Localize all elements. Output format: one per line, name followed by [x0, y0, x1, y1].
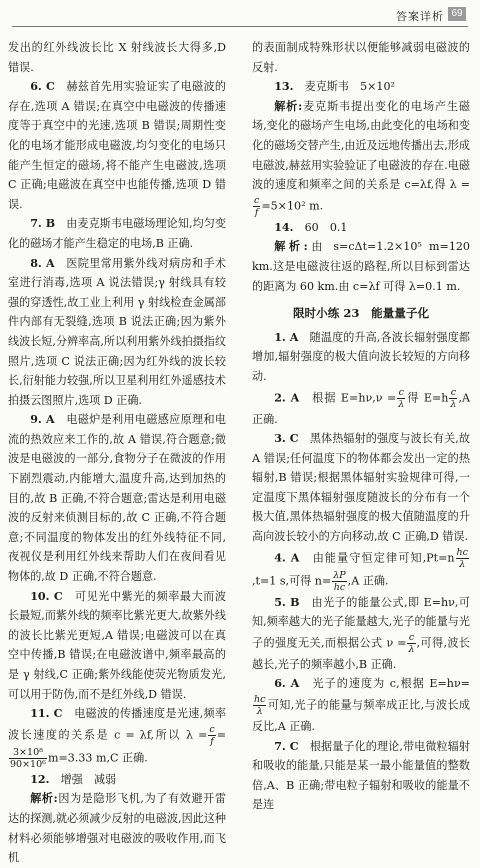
analysis-text: 由 s=cΔt=1.2×10⁵ m=120 km.这是电磁波往返的路程,所以目标到雷达的距离为 60 km.由 c=λf 可得 λ=0.1 m.	[252, 240, 470, 293]
fraction: $\frac{\lambda P}{hc}$	[333, 569, 346, 593]
answer-4	[252, 547, 470, 593]
analysis-label: 解析:	[274, 99, 303, 113]
answer-text: ,t=1 s,可得 n=	[252, 574, 332, 588]
fraction: $\frac{c}{\lambda}$	[450, 386, 457, 410]
answer-14	[252, 218, 470, 238]
answer-11	[8, 704, 226, 770]
analysis-13	[252, 97, 470, 218]
answer-key: 增强 减弱	[60, 772, 117, 786]
analysis-text: 麦克斯韦提出变化的电场产生磁场,变化的磁场产生电场,由此变化的电场和变化的磁场交替产生,由近及远地传播出去,形成电磁波,赫兹用实验验证了电磁波的存在.电磁波的速度和频率之间的关系是 c=λf,得 λ =	[252, 99, 470, 192]
answer-1	[252, 328, 470, 387]
answer-number: 8. A	[30, 256, 55, 270]
answer-number: 9. A	[30, 413, 55, 427]
equals-sign: =	[216, 728, 226, 742]
answer-text: 由麦克斯韦电磁场理论知,均匀变化的磁场才能产生稳定的电场,B 正确.	[8, 217, 226, 250]
answer-number: 4. A	[274, 551, 300, 565]
answer-6b	[252, 674, 470, 736]
continuation-text: 的表面制成特殊形状以便能够减弱电磁波的反射.	[252, 41, 470, 74]
answer-text: ,A 正确.	[347, 574, 389, 588]
answer-number: 6. C	[30, 80, 55, 94]
answer-text: 可知,光子的能量与频率成正比,与波长成反比,A 正确.	[252, 698, 470, 734]
answer-number: 1. A	[274, 330, 299, 344]
answer-text: 光子的速度为 c,根据 E=hν=	[312, 677, 470, 691]
answer-number: 10. C	[30, 589, 63, 603]
answer-number: 2. A	[274, 391, 300, 404]
page-number: 69	[448, 7, 466, 21]
answer-text: 赫兹首先用实验证实了电磁波的存在,选项 A 错误;在真空中电磁波的传播速度等于真空中的光速,选项 B 错误;周期性变化的电场才能形成电磁波,均匀变化的电场只能产生恒定的磁场,将不能产生电磁波,选项 C 正确;电磁波在真空中也能传播,选项 D 错误.	[8, 80, 226, 211]
answer-key: 麦克斯韦 5×10²	[304, 80, 395, 94]
fraction: $\frac{hc}{\lambda}$	[456, 546, 468, 570]
answer-number: 7. B	[30, 217, 56, 231]
continuation-text: 发出的红外线波长比 X 射线波长大得多,D 错误.	[8, 41, 226, 74]
answer-number: 14.	[274, 220, 294, 234]
answer-text: 由光子的能量公式,即 E=hν,可知,频率越大的光子能量越大,光子的能量与光子的强度无关,而根据公式 ν =	[252, 595, 470, 650]
fraction: $\frac{\text{3×10⁸}}{\text{90×10⁶}}$	[10, 746, 46, 770]
answer-3	[252, 429, 470, 547]
analysis-label: 解析:	[30, 792, 58, 806]
answer-number: 13.	[274, 80, 294, 94]
answer-text: 可见光中紫光的频率最大而波长最短,而紫外线的频率比紫光更大,故紫外线的波长比紫光更短,A 错误;电磁波可以在真空中传播,B 错误;在电磁波谱中,频率最高的是 γ 射线,C 正确;紫外线能使荧光物质发光,可以用于防伪,而不是红外线,D 错误.	[8, 589, 226, 701]
answer-12	[8, 770, 226, 790]
answer-number: 5. B	[274, 595, 300, 609]
answer-5	[252, 593, 470, 675]
fraction: $\frac{c}{f}$	[209, 723, 215, 747]
analysis-label: 解析:	[274, 240, 308, 254]
answer-key: 60 0.1	[304, 220, 348, 234]
fraction: $\frac{c}{\lambda}$	[398, 386, 405, 410]
answer-2	[252, 387, 470, 430]
answer-9	[8, 410, 226, 586]
left-column	[8, 38, 226, 868]
fraction: $\frac{c}{\lambda}$	[408, 631, 415, 655]
answer-text: 得 E=h	[406, 391, 449, 404]
answer-number: 6. A	[274, 677, 300, 691]
answer-text: 根据 E=hν,ν =	[312, 391, 397, 404]
answer-8	[8, 254, 226, 411]
header-title: 答案详析	[396, 10, 444, 23]
answer-number: 3. C	[274, 432, 299, 446]
fraction: $\frac{c}{f}$	[254, 194, 260, 218]
answer-text: 由能量守恒定律可知,Pt=n	[312, 551, 455, 565]
answer-text: m=3.33 m,C 正确.	[47, 751, 148, 765]
analysis-text: =5×10² m.	[261, 199, 324, 213]
answer-7b	[252, 737, 470, 815]
answer-text: 随温度的升高,各波长辐射强度都增加,辐射强度的极大值向波长较短的方向移动.	[252, 330, 470, 383]
answer-text: 电磁炉是利用电磁感应原理和电流的热效应来工作的,故 A 错误,符合题意;微波是电磁波的一部分,食物分子在微波的作用下剧烈震动,内能增大,温度升高,达到加热的目的,故 B 正确,不符合题意;雷达是利用电磁波的反射来侦测目标的,故 C 正确,不符合题意;不同温度的物体发出的红外线特征不同,夜视仪是利用红外线来帮助人们在夜间看见物体的,故 D 正确,不符合题意.	[8, 413, 226, 584]
answer-13	[252, 77, 470, 97]
right-column	[252, 38, 470, 815]
answer-number: 11. C	[30, 707, 63, 721]
answer-text: 电磁波的传播速度是光速,频率波长速度的关系是 c = λf,所以 λ =	[8, 707, 226, 742]
answer-text: 医院里常用紫外线对病房和手术室进行消毒,选项 A 说法错误;γ 射线具有较强的穿透性,故工业上利用 γ 射线检查金属部件内部有无裂缝,选项 B 说法正确;因为紫外线波长短,分辨率高,所以利用紫外线拍摄指纹照片,选项 C 说法正确;因为红外线的波长较长,衍射能力较强,所以卫星利用红外遥感技术拍摄云图照片,选项 D 正确.	[8, 256, 226, 407]
analysis-text: 因为是隐形飞机,为了有效避开雷达的探测,就必须减少反射的电磁波,因此这种材料必须能够增强对电磁波的吸收作用,而飞机	[8, 792, 226, 865]
answer-text: 黑体热辐射的强度与波长有关,故 A 错误;任何温度下的物体都会发出一定的热辐射,B 错误;根据黑体辐射实验规律可得,一定温度下黑体辐射强度随波长的分布有一个极大值,黑体热辐射强度的极大值随温度的升高向波长较小的方向移动,故 C 正确,D 错误.	[252, 432, 470, 544]
analysis-12	[8, 789, 226, 867]
page-header	[0, 0, 480, 32]
answer-number: 7. C	[274, 739, 299, 753]
answer-10	[8, 587, 226, 705]
answer-number: 12.	[30, 772, 50, 786]
section-title: 限时小练 23 能量量子化	[292, 306, 430, 321]
answer-6	[8, 77, 226, 214]
fraction: $\frac{hc}{\lambda}$	[254, 694, 266, 718]
answer-text: ,A 正确.	[252, 391, 470, 426]
answer-text: 根据量子化的理论,带电微粒辐射和吸收的能量,只能是某一最小能量值的整数倍,A、B 正确;带电粒子辐射和吸收的能量不是连	[252, 739, 470, 812]
analysis-14	[252, 237, 470, 296]
answer-text: ,可得,波长越长,光子的频率越小,B 正确.	[252, 636, 471, 671]
header-divider	[12, 26, 468, 27]
answer-7	[8, 214, 226, 253]
